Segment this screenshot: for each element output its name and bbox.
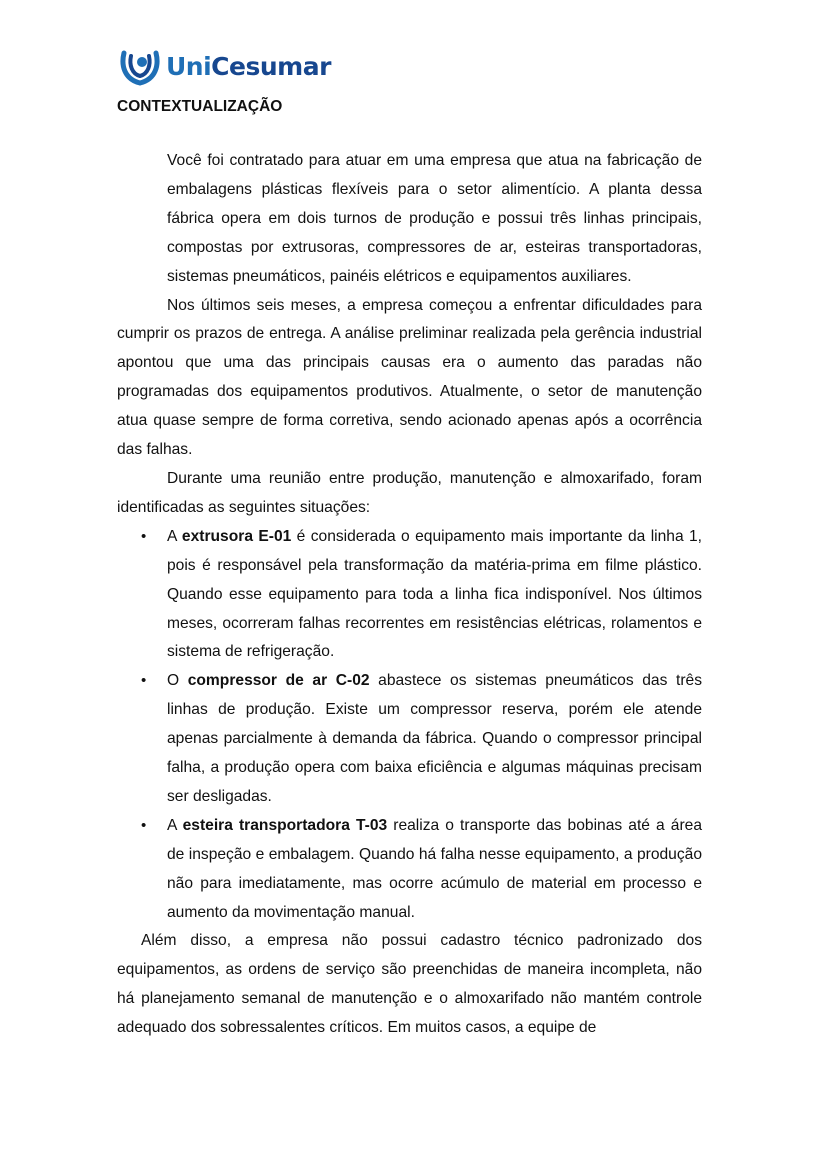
logo-cesumar-text: Cesumar (211, 52, 331, 81)
list-item (117, 812, 702, 928)
bullet-icon: • (141, 672, 147, 690)
document-body (117, 147, 702, 1043)
list-item-prefix: A (167, 816, 183, 834)
situations-list (117, 523, 702, 928)
unicesumar-logo-icon (120, 47, 160, 87)
logo-uni-text: Uni (166, 52, 212, 81)
list-item-bold: esteira transportadora T-03 (182, 816, 388, 834)
bullet-icon: • (141, 816, 147, 834)
list-item-bold: compressor de ar C-02 (187, 672, 370, 690)
list-item-bold: extrusora E-01 (181, 527, 292, 545)
paragraph-meeting: Durante uma reunião entre produção, manutenção e almoxarifado, foram identificadas as seguintes situações: (117, 469, 702, 516)
paragraph-problem: Nos últimos seis meses, a empresa começou a enfrentar dificuldades para cumprir os prazos de entrega. A análise preliminar realizada pela gerência industrial apontou que uma das principais causas era o aumento das paradas não programadas dos equipamentos produtivos. Atualmente, o setor de manutenção atua quase sempre de forma corretiva, sendo acionado apenas após a ocorrência das falhas. (117, 296, 702, 459)
bullet-icon: • (141, 527, 147, 545)
unicesumar-logo (120, 47, 331, 87)
list-item-prefix: O (167, 672, 188, 690)
list-item (117, 667, 702, 812)
section-heading: CONTEXTUALIZAÇÃO (117, 98, 283, 115)
logo-wordmark (166, 47, 331, 87)
paragraph-intro: Você foi contratado para atuar em uma empresa que atua na fabricação de embalagens plásticas flexíveis para o setor alimentício. A planta dessa fábrica opera em dois turnos de produção e possui três linhas principais, compostas por extrusoras, compressores de ar, esteiras transportadoras, sistemas pneumáticos, painéis elétricos e equipamentos auxiliares. (167, 152, 702, 285)
paragraph-closing: Além disso, a empresa não possui cadastro técnico padronizado dos equipamentos, as ordens de serviço são preenchidas de maneira incompleta, não há planejamento semanal de manutenção e o almoxarifado não mantém controle adequado dos sobressalentes críticos. Em muitos casos, a equipe de (117, 932, 702, 1037)
list-item-prefix: A (167, 527, 182, 545)
list-item-text: realiza o transporte das bobinas até a área de inspeção e embalagem. Quando há falha nesse equipamento, a produção não para imediatamente, mas ocorre acúmulo de material em processo e aumento da movimentação manual. (167, 816, 702, 921)
list-item-text: abastece os sistemas pneumáticos das três linhas de produção. Existe um compressor reserva, porém ele atende apenas parcialmente à demanda da fábrica. Quando o compressor principal falha, a produção opera com baixa eficiência e algumas máquinas precisam ser desligadas. (167, 672, 702, 805)
list-item-text: é considerada o equipamento mais importante da linha 1, pois é responsável pela transformação da matéria-prima em filme plástico. Quando esse equipamento para toda a linha fica indisponível. Nos últimos meses, ocorreram falhas recorrentes em resistências elétricas, rolamentos e sistema de refrigeração. (167, 527, 703, 661)
list-item (117, 523, 702, 668)
